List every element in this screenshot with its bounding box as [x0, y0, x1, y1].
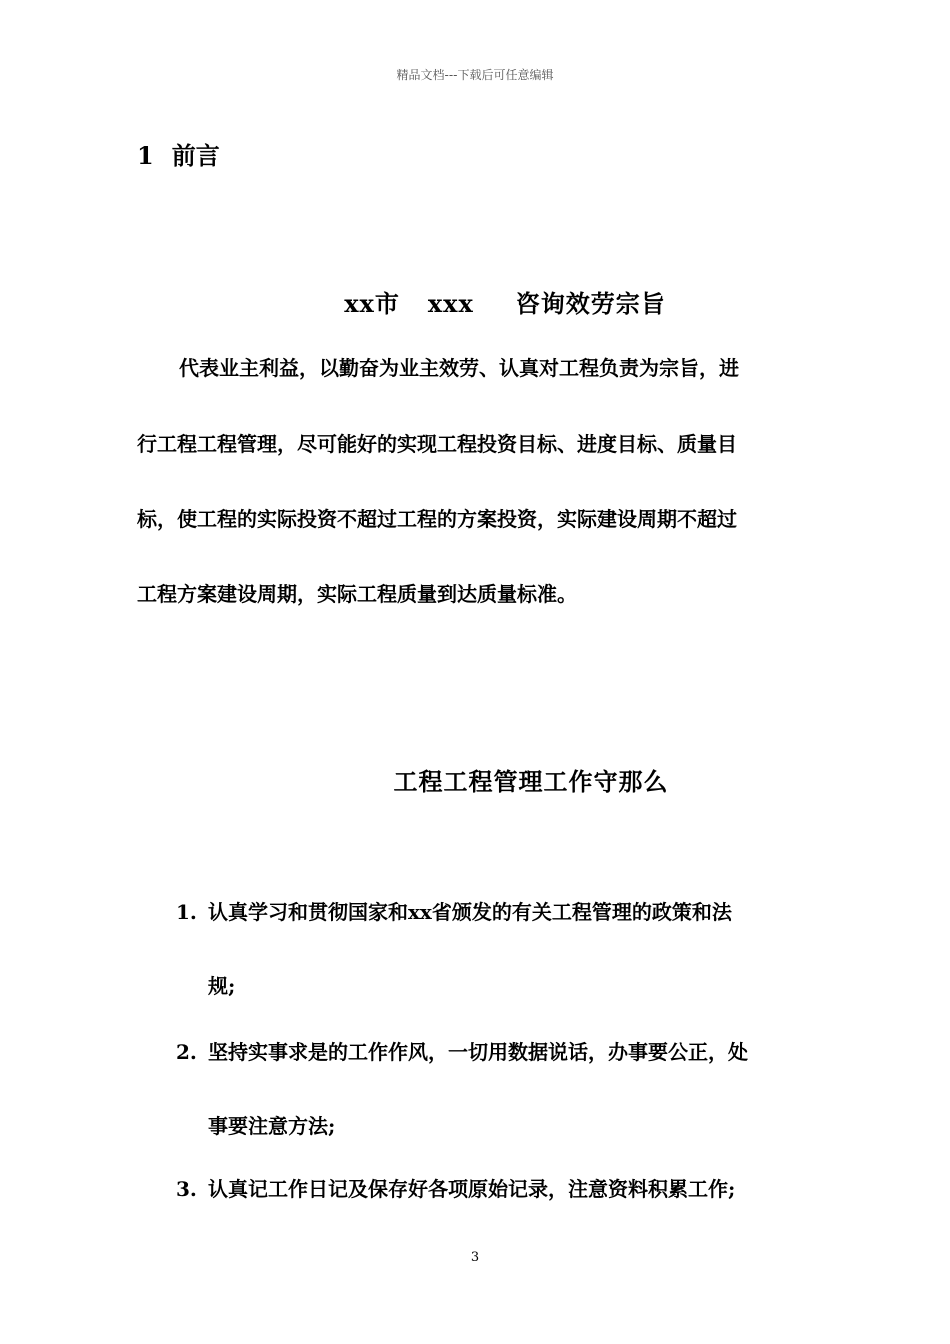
list-item: [176, 896, 732, 925]
paragraph-line: 行工程工程管理，尽可能好的实现工程投资目标、进度目标、质量目: [137, 432, 737, 456]
list-number: 2.: [176, 1040, 197, 1064]
list-item-continuation: 事要注意方法;: [208, 1114, 336, 1138]
title-purpose: 咨询效劳宗旨: [515, 289, 666, 318]
page-number: 3: [470, 1250, 480, 1265]
paragraph-line: 代表业主利益，以勤奋为业主效劳、认真对工程负责为宗旨，进: [179, 356, 739, 380]
service-purpose-title: [30, 284, 950, 319]
list-text: 认真记工作日记及保存好各项原始记录，注意资料积累工作;: [208, 1177, 736, 1201]
page-header: 精品文档---下载后可任意编辑: [396, 68, 554, 82]
paragraph-line: 标，使工程的实际投资不超过工程的方案投资，实际建设周期不超过: [137, 507, 737, 531]
paragraph-line: 工程方案建设周期，实际工程质量到达质量标准。: [137, 582, 577, 606]
list-item: [176, 1036, 748, 1065]
title-org: xxx: [427, 289, 474, 318]
section-number: 1: [137, 141, 154, 170]
section-heading: [137, 136, 220, 171]
list-number: 1.: [176, 900, 197, 924]
work-rules-title: 工程工程管理工作守那么: [393, 767, 669, 796]
list-text: 坚持实事求是的工作作风，一切用数据说话，办事要公正，处: [208, 1040, 748, 1064]
section-title: 前言: [171, 141, 220, 170]
list-number: 3.: [176, 1177, 197, 1201]
list-text: 认真学习和贯彻国家和xx省颁发的有关工程管理的政策和法: [208, 900, 732, 924]
list-item-continuation: 规;: [208, 974, 236, 998]
list-item: [176, 1173, 735, 1202]
title-city: xx市: [344, 289, 400, 318]
